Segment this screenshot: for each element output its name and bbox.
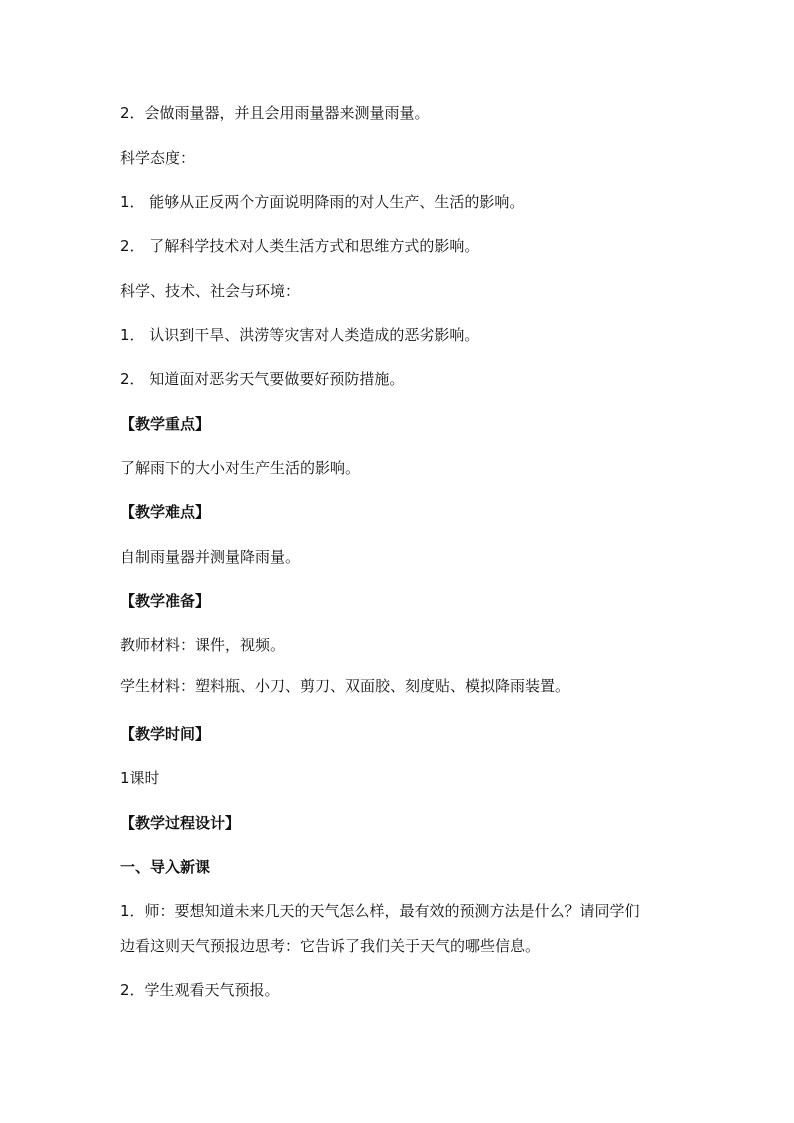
heading-difficulties: 【教学难点】	[120, 503, 211, 521]
objective-line: 2． 知道面对恶劣天气要做要好预防措施。	[120, 370, 405, 388]
heading-introduction: 一、导入新课	[120, 858, 211, 876]
objective-line: 2． 了解科学技术对人类生活方式和思维方式的影响。	[120, 237, 480, 255]
section-heading-science-attitude: 科学态度：	[120, 149, 196, 167]
paragraph-line: 1．师：要想知道未来几天的天气怎么样，最有效的预测方法是什么？请同学们	[120, 902, 640, 920]
objective-line: 1． 能够从正反两个方面说明降雨的对人生产、生活的影响。	[120, 193, 525, 211]
difficulties-text: 自制雨量器并测量降雨量。	[120, 548, 301, 566]
objective-line: 2．会做雨量器，并且会用雨量器来测量雨量。	[120, 104, 430, 122]
heading-preparation: 【教学准备】	[120, 592, 211, 610]
time-text: 1课时	[120, 769, 160, 787]
heading-key-points: 【教学重点】	[120, 415, 211, 433]
paragraph-line: 边看这则天气预报边思考：它告诉了我们关于天气的哪些信息。	[120, 937, 541, 955]
section-heading-sts: 科学、技术、社会与环境：	[120, 282, 301, 300]
heading-time: 【教学时间】	[120, 725, 211, 743]
heading-process-design: 【教学过程设计】	[120, 814, 241, 832]
teacher-materials: 教师材料：课件，视频。	[120, 636, 286, 654]
student-materials: 学生材料：塑料瓶、小刀、剪刀、双面胶、刻度贴、模拟降雨装置。	[120, 677, 571, 695]
paragraph-line: 2．学生观看天气预报。	[120, 981, 280, 999]
objective-line: 1． 认识到干旱、洪涝等灾害对人类造成的恶劣影响。	[120, 326, 480, 344]
key-points-text: 了解雨下的大小对生产生活的影响。	[120, 459, 361, 477]
